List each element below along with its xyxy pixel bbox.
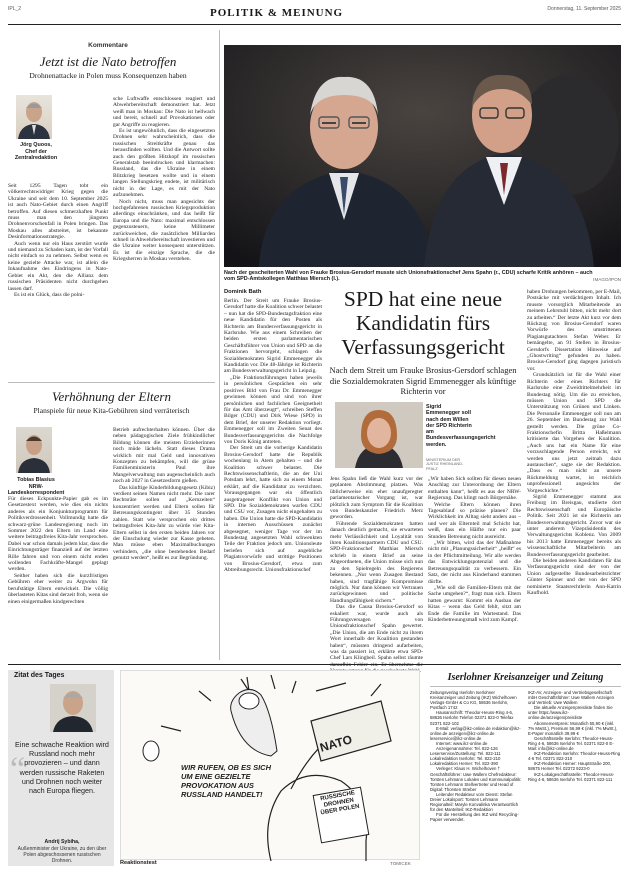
section-title: POLITIK & MEINUNG — [210, 7, 344, 19]
main-byline: Dominik Bath — [224, 289, 262, 295]
comment-col-1: Seit 1295 Tagen tobt ein völkerrechtswidriger Krieg gegen die Ukraine und seit dem 10. September 2025 ist auch Nato-Gebiet durch einen Angriff betroffen. Auf diesen schmerzhaften Punkt muss man den jüngsten Drohnenvorschenfall in Polen bringen. Das Moskau alles abstreitet, ist bekannte Desinformationsstrategie. Auch wenn nur ein Haus zerstört wurde und niemand zu Schaden kam, ist der Vorfall nicht einfach so zu nehmen. Selbst wenn es keine gezielte Attacke war, ist allein die Inkaufnahme des Eindringens in Nato-Gebiet ein Akt, den die Allianz dem russischen Präsidenten nicht durchgehen lassen darf. Es ist ein Glück, dass die polni- — [8, 183, 108, 298]
main-subline: Nach dem Streit um Frauke Brosius-Gersdorf schlagen die Sozialdemokraten Sigrid Emmenegger als künftige Richterin vor — [329, 365, 517, 396]
kita-col-1: Für dieses Eckpunkte-Papier gab es im Gesetzestext werden, wie dies ein nichts anderes als ein Konjunkturprogramm für Politikverdrossenheit. Vollmundig hatte die schwarz-grüne Landesregierung noch im Sommer 2022 den Eltern im Land eine weitere beitragsfreies Kita-Jahr versprochen. Dabei war schon damals jedem klar, dass die Einrichtungsträger finanziell auf der letzten Rille fahren und von einem nicht enden wollenden Fachkräfte-Mangel geplagt werden. Seither haben sich die kurzfristigen Gebühren eher weiter zu Argwohn für berufstätige Eltern entwickelt. Die völlig überlasteten Kitas sind derzeit froh, wenn sie einen einigermaßen kindgerechten — [8, 496, 108, 605]
author-name-quoos: Jörg Quoos, — [20, 142, 52, 148]
quote-text: Eine schwache Reaktion wird Russland noch mehr provozieren – und dann werden russische Raketen und Drohnen noch weiter nach Europa fliegen. — [15, 740, 109, 796]
column-separator — [219, 30, 220, 660]
author-role-blasius: NRW-Landeskorrespondent — [7, 484, 65, 496]
author-photo-quoos — [16, 95, 52, 139]
main-photo — [224, 45, 621, 267]
main-photo-caption: Nach der gescheiterten Wahl von Frauke Brosius-Gersdorf musste sich Unionsfraktionschef Jens Spahn (r., CDU) scharfe Kritik anhören – auch vom SPD-Amtskollegen Matthias Miersch (l.). — [224, 270, 593, 283]
author-role-quoos: Chef der Zentralredaktion — [14, 149, 58, 161]
cartoon-sign: RUSSISCHE DROHNEN ÜBER POLEN — [319, 790, 361, 817]
portrait-caption: Sigrid Emmenegger soll nach dem Willen der SPD Richterin am Bundesverfassungsgericht werden. — [426, 404, 496, 448]
quote-kicker: Zitat des Tages — [14, 672, 65, 679]
quote-author: Andrij Sybiha, — [44, 839, 80, 845]
cartoon-credit: TOMICEK — [390, 861, 411, 866]
main-col-3: haben Drohungen bekommen, per E-Mail, Postsäcke mit verdächtigem Inhalt. Ich musste vorsorglich Mitarbeitende an meinem Lehrstuhl bitten, nicht mehr dort zu arbeiten.“ Der letzte Akt kurz vor dem Rückzug von Brosius-Gersdorf waren Vorwürfe des umstrittenen Plagiatsgutachters Stefan Weber. Er bemängelte, an 91 Stellen in Brosius-Gersdorfs Dissertation Hinweise auf „Ghostwriting“ gefunden zu haben. Brosius-Gersdorf ging dagegen juristisch vor. Grundsätzlich ist für die Wahl einer Richterin oder eines Richters für Karlsruhe eine Zweidrittelmehrheit im Bundestag nötig. Um die zu erreichen, müssen Union und SPD die Unterstützung von Grünen und Linken. Die Personalie Emmenegger soll nun am 26. September im Bundestag zur Wahl gestellt werden. Die grüne Co-Fraktionschefin Britta Haßelmann kritisierte das Vorgehen der Koalition. „Auch uns hat ein Name für eine vorzuschlagende Person erreicht, wir werden uns jetzt zeitnah dazu austauschen“, sagte sie der Redaktion. „Dass es man nicht an unsere Rückmeldung wartet, ist reichlich unprofessionell angesichts der Vorgeschichte.“ Sigrid Emmenegger stammt aus Freiburg im Breisgau, studierte dort Rechtswissenschaft und Europäische Politik. Seit 2021 ist sie Richterin am Bundesverwaltungsgericht. Zuvor war sie unter anderem Vizepräsidentin des Verwaltungsgerichts Koblenz. Von 2009 bis 2013 hatte Emmenegger bereits als wissenschaftliche Mitarbeiterin am Bundesverfassungsgericht gearbeitet. Die beiden anderen Kandidaten für das Verfassungsgericht sind der von der Union aufgestellte Bundesarbeitsrichter Günter Spinner und der von der SPD nominierte Staatsrechtlerin Ann-Katrin Kaufhold. — [527, 289, 621, 597]
kita-col-2: Betrieb aufrechterhalten können. Über die neben pädagogischen Ziele frühkindlicher Bildung können die meisten Erzieherinnen noch müde lächeln. Statt dieses Drama wirklich mit mal Geld und innovativen Konzepten zu bekämpfen, will die grüne Familienministerin Paul ihre Mangelverwaltung nun augenscheinlich auch noch ab 2027 in Gesetzesform gießen. Das künftige Kinderbildungsgesetz (Kibiz) verdient seinen Namen nicht mehr. Die rarer Rechtsräte sollen auf „Kernzeiten“ konzentriert werden und Eltern sollen für Betreuungskontingent über 35 Stunden zahlen. Statt wie versprochen ein drittes beitragsfreies Kita-Jahr zu würde vier Kita-Eltern selbst in den ersten beiden Jahren vor der Einschulung wieder zur Kasse gebeten. Man müsse eben Maximalbuchungen verhindern, „die ohne bestehenden Bedarf genutzt werden“, heißt es zur Begründung. — [113, 427, 215, 562]
main-col-1: Berlin. Der Streit um Frauke Brosius-Gersdorf hatte die Koalition schwer belastet – nun hat die SPD-Bundestagsfraktion eine neue Kandidatin für den Posten als Richterin am Bundesverfassungsgericht in Karlsruhe. Wie aus einem Schreiben der beiden ersten parlamentarischen Geschäftsführer von Union und SPD an die Fraktionen hervorgeht, schlagen die Sozialdemokraten Sigrid Emmenegger als Kandidatin vor. Die 48-Jährige ist Richterin am Bundesverwaltungsgericht in Leipzig. „Die Fraktionsführungen haben jeweils in persönlichen Gesprächen ein sehr positives Bild von Frau Dr. Emmenegger gewinnen können und sind von ihrer persönlichen und fachlichen Geeignetheit für das Amt überzeugt“, schreiben Steffen Bilger (CDU) und Dirk Wiese (SPD) in dem Brief, der unserer Redaktion vorliegt. Emmenegger soll im Zweiten Senat des Bundesverfassungsgerichts die Nachfolge von Doris König antreten. Der Streit um die vorherige Kandidatin Brosius-Gersdorf hatte die Republik wochenlang in Atem gehalten – und die Koalition schwer belastet. Die Rechtswissenschaftlerin, die an der Uni Potsdam lehrt, hatte sich zu einem Monat erklärt, auf die Kandidatur zu verzichten. Vorausgegangen war ein öffentlich ausgetragener Konflikt von Union und SPD. Die Sozialdemokraten warfen CDU und CSU vor, Zusagen nicht eingehalten zu haben. Die Union hatte die SPD-Kandidatin in internen Ausschüssen zunächst abgesegnet, weniger Tage vor der im Bundestag angesetzten Wahl schwenkten Teile der Fraktion jedoch um. Unionsleute beriefen sich auf angebliche Plagiatsvorwürfe und strittige Positionen von Brosius-Gersdorf, etwa zum Abtreibungsrecht. Unionsfraktionschef — [224, 298, 322, 574]
page-id: IPL_2 — [8, 6, 22, 12]
cartoon-speech: WIR RUFEN, OB ES SICH UM EINE GEZIELTE PROVOKATION AUS RUSSLAND HANDELT! — [181, 763, 272, 799]
bottom-rule — [8, 664, 621, 665]
impressum-rule — [430, 686, 621, 687]
main-photo-credit: IMAGO/IPON — [593, 277, 621, 282]
quote-mark-icon: “ — [10, 751, 26, 788]
impressum-col-1: Zeitungsverlag Iserlohn Iserlohner Kreisanzeiger und Zeitung (IKZ) Wichelhoven Verlags-GmbH & Co KG, 58636 Iserlohn, Postfach 1742 Hausanschrift: Theodor-Heuss-Ring 4-6, 58636 Iserlohn Telefon 02371 822-0 Telefax 02371 822-102 E-Mail: verlag@ikz-online.de redaktion@ikz-online.de anzeigen@ikz-online.de leserservice@ikz-online.de Internet: www.ikz-online.de Anzeigenannahme: Tel. 822-126 Leserservice/Zustellung: Tel. 822-111 Lokalredaktion Iserlohn: Tel. 822-210 Lokalredaktion Hemer: Tel. 822-390 Verleger: Klaus H. Wichelhoven † Geschäftsführer: Uwe Wallem Chefredakteur: Torsten Lehmann Lokales und Kommunalpolitik: Torsten Lehmann Stellvertreter und Head of Digital: Thorsten Streber Leitender Redakteur vom Dienst: Stefan Dreier Lokalsport: Torsten Lehmann Regionalteil: Maryle Konvalinka Verantwortlich für den Mantelteil: IKZ-Redaktion Für die Herstellung des IKZ wird Recycling-Papier verwendet. — [430, 690, 522, 823]
author-name-blasius: Tobias Blasius — [17, 477, 55, 483]
page-date: Donnerstag, 11. September 2025 — [547, 6, 621, 12]
comment-subline: Drohnenattacke in Polen muss Konsequenzen haben — [29, 71, 187, 80]
quote-author-photo — [50, 684, 96, 732]
main-headline: SPD hat eine neue Kandidatin fürs Verfassungsgericht — [341, 287, 505, 359]
portrait-credit: MINISTERIUM DER JUSTIZ RHEINLAND-PFALZ — [426, 458, 464, 471]
portrait-emmenegger — [335, 402, 423, 468]
kita-headline: Verhöhnung der Eltern — [52, 389, 171, 404]
main-col-2-cont: „Wir haben Sich sollten für diesen neuen Anschlag zur Unterordnung der Eltern enthalten kann“, heißt es aus der NRW-Regierung. Das klingt nach Bürgernähe. Welche Eltern können ihren Tagesablauf so präzise planen? Die Wirklichkeit im Alltag sieht anders aus – und wer als Elternteil mal Schicht hat, weiß, dass ein Hälfte nur ein paar Stunden Betreuung nicht ausreicht. „Wir bitten, wird das der Maßnahme nicht mit „Planungssicherheit“ „heißt“ es in der Pflichtmitteilung. Wir alle werden das Entwicklungspotenzial und die Betreuungsqualität zu verbessern. Ein Satz, der nicht aus Kinderhand stammen dürfte. „Wie soll die Familien-Eltern mit der Sache umgehen?“, fragt man sich. Eltern hatten gewarnt: Kommt ein Ausbau der Kitas – wenn das Geld fehlt, sitzt am Ende die Familie im Wartestand. Das Kinderbetreuungsmaß wird zum Kampf. — [428, 476, 521, 623]
divider — [8, 382, 215, 383]
cartoon-label: Reaktionstest — [120, 860, 157, 866]
kita-subline: Planspiele für neue Kita-Gebühren sind verräterisch — [33, 406, 190, 415]
comment-col-2: sche Luftwaffe entschlossen reagiert und Abwehrbereitschaft demonstriert hat. Jetzt weiß man in Moskau: Die Nato ist hellwach und bereit, schnell auf Provokationen oder gar Angriffe zu reagieren. Es ist ungewöhnlich, dass die eingesetzten Drohnen sehr wahrscheinlich, dass die russischen Streitkräfte genau das herausfinden wollten. Und die Antwort sollte auch den größten Hitzkopf im russischen Generalstab beeindrucken und klarmachen: Russland, das die Ukraine in einem Blitzkrieg besetzen wollte und in einem langen Stellungskrieg endete, ist militärisch nicht in der Lage, es mit der Nato aufzunehmen. Noch nicht, muss man angesichts der hochgefahrenen russischen Kriegsproduktion allerdings einschränken, und das heißt für Europa und die Nato: maximal entschlossen gegenzusteuern, keine Millimeter zurückweichen, die zusätzlichen Milliarden schnell in Abwehrbereitschaft investieren und die Ukraine weiter konsequent unterstützen. Es ist die einzige Sprache, die die Kriegsherren in Moskau verstehen. — [113, 96, 215, 263]
cartoon — [120, 670, 420, 860]
comments-kicker: Kommentare — [88, 42, 128, 49]
comment-headline: Jetzt ist die Nato betroffen — [39, 54, 177, 69]
impressum-masthead: Iserlohner Kreisanzeiger und Zeitung — [447, 672, 604, 683]
main-col-2: Jens Spahn ließ die Wahl kurz vor der geplanten Abstimmung platzen. Was üblicherweise ein eher unaufgeregter parlamentarischer Vorgang ist, war plötzlich zum Symptom für die Koalition von Bundeskanzler Friedrich Merz geworden. Führende Sozialdemokraten hatten danach deutlich gemacht, sie erwarteten mehr Verlässlichkeit und Loyalität von ihren Koalitionspartnern CDU und CSU. SPD-Fraktionschef Matthias Miersch schrieb in einem Brief an seine Abgeordneten, die Union müsse sich nun zu den Spielregeln des Regierens bekennen. „Nur wenn Zusagen Bestand haben, sind tragfähige Kompromisse möglich. Nur dann können wir Vertrauen zurückgewinnen und politische Handlungsfähigkeit sichern.“ Das die Causa Brosius-Gersdorf so eskaliert war, wurde auch als Führungsversagen von Unionsfraktionschef Spahn gewertet. „Die Union, die am Ende nicht zu ihrem Wort innerhalb der Koalition gestanden haben“, müssten dringend aufarbeiten, was da passiert ist, erklärte etwa SPD-Chef Lars Klingbeil. Spahn selbst räumte — [330, 476, 423, 662]
impressum-col-2: IKZ-AV, Anzeigen- und Vertriebsgesellschaft mbH Geschäftsführer: Uwe Wallem Anzeigen und Vertrieb: Uwe Wallem Die aktuelle Anzeigenpreisliste finden Sie unter https://www.ikz-online.de/anzeigen/preisliste Abonnementpreis: Monatlich 55,90 € (inkl. 7% MwSt.), Premium 56,99 € (inkl. 7% MwSt.), E-Paper monatlich 39,99 € Geschäftsstelle Iserlohn: Theodor-Heuss-Ring 4-6, 58636 Iserlohn Tel. 02371 822-0 E-Mail: info@ikz-online.de IKZ-Redaktion Iserlohn: Theodor-Heuss-Ring 4-6 Tel. 02371 822-210 IKZ-Redaktion Hemer: Hauptstraße 200, 58675 Hemer Tel. 02372 9223-0 IKZ-Lokalgeschäftsstelle: Theodor-Heuss-Ring 4-6, 58636 Iserlohn Tel. 02371 822-111 — [528, 690, 621, 782]
cartoon-banner: NATO — [318, 732, 354, 755]
author-photo-blasius — [16, 427, 52, 473]
header-rule — [8, 24, 621, 25]
quote-author-role: Außenminister der Ukraine, zu den über Polen abgeschossenen russischen Drohnen. — [17, 846, 107, 864]
